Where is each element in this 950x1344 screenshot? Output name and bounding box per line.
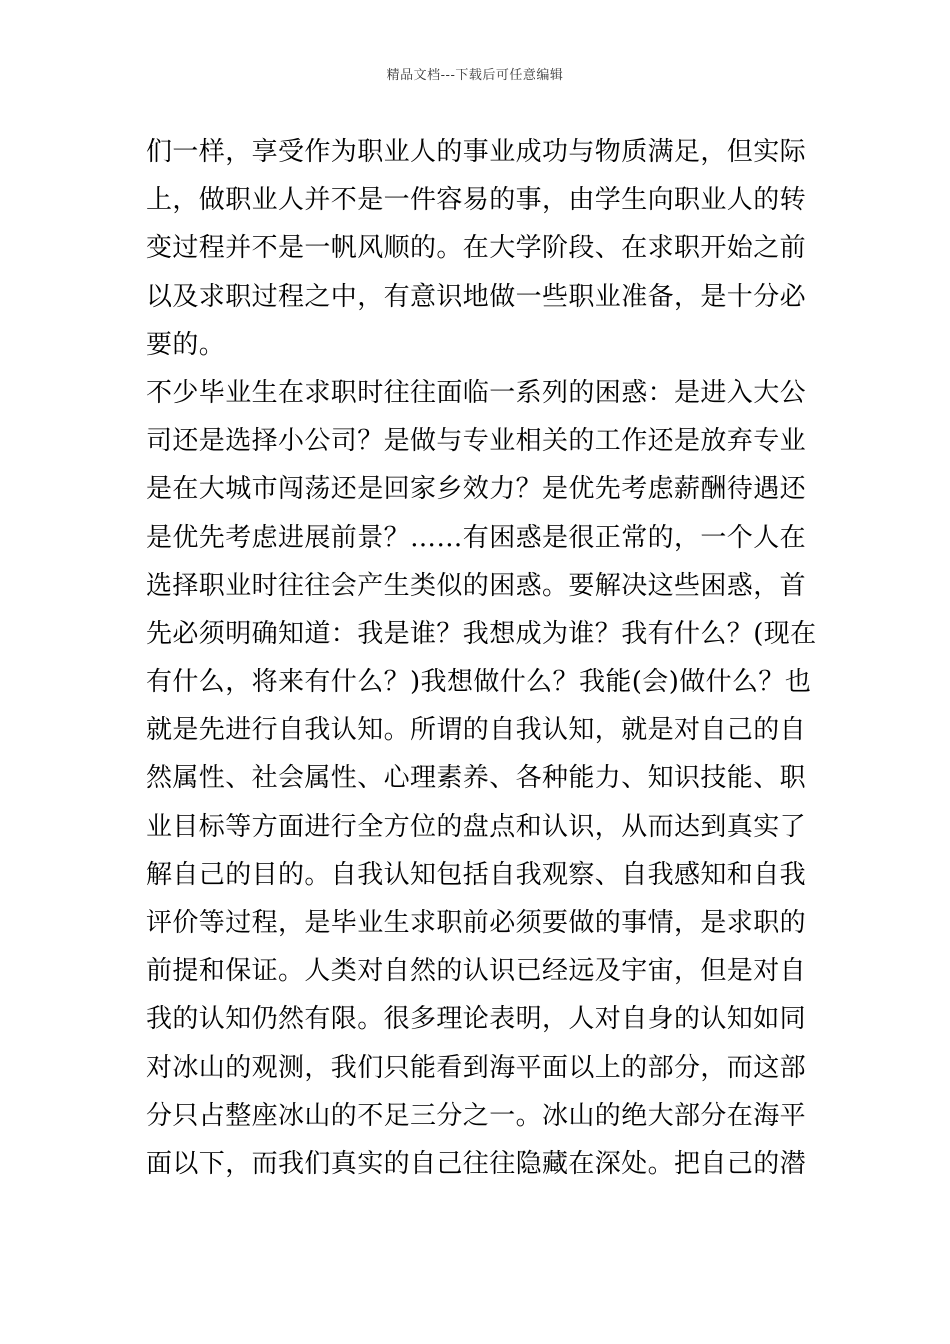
- text-line: 我的认知仍然有限。很多理论表明，人对自身的认知如同: [146, 1004, 807, 1035]
- page-header: 精品文档---下载后可任意编辑: [386, 68, 564, 83]
- text-line: 以及求职过程之中，有意识地做一些职业准备，是十分必: [146, 281, 807, 312]
- text-line: 司还是选择小公司？是做与专业相关的工作还是放弃专业: [146, 426, 807, 457]
- text-line: 们一样，享受作为职业人的事业成功与物质满足，但实际: [146, 137, 807, 167]
- text-line: 不少毕业生在求职时往往面临一系列的困惑：是进入大公: [146, 377, 807, 408]
- text-line: 选择职业时往往会产生类似的困惑。要解决这些困惑，首: [146, 570, 807, 601]
- text-line: 上，做职业人并不是一件容易的事，由学生向职业人的转: [146, 185, 807, 216]
- text-line: 先必须明确知道：我是谁？我想成为谁？我有什么？(现在: [146, 618, 817, 649]
- body-text: [146, 128, 817, 1188]
- text-line: 是优先考虑进展前景？……有困惑是很正常的，一个人在: [146, 522, 807, 553]
- text-line: 分只占整座冰山的不足三分之一。冰山的绝大部分在海平: [146, 1100, 807, 1131]
- text-line: 要的。: [146, 329, 226, 360]
- text-line: 是在大城市闯荡还是回家乡效力？是优先考虑薪酬待遇还: [146, 474, 807, 505]
- text-line: 面以下，而我们真实的自己往往隐藏在深处。把自己的潜: [146, 1148, 807, 1179]
- text-line: 就是先进行自我认知。所谓的自我认知，就是对自己的自: [146, 715, 807, 746]
- text-line: 解自己的目的。自我认知包括自我观察、自我感知和自我: [146, 859, 807, 890]
- text-line: 有什么，将来有什么？)我想做什么？我能(会)做什么？也: [146, 667, 812, 698]
- text-line: 前提和保证。人类对自然的认识已经远及宇宙，但是对自: [146, 956, 807, 987]
- text-line: 业目标等方面进行全方位的盘点和认识，从而达到真实了: [146, 811, 807, 842]
- text-line: 然属性、社会属性、心理素养、各种能力、知识技能、职: [146, 763, 807, 794]
- text-line: 变过程并不是一帆风顺的。在大学阶段、在求职开始之前: [146, 233, 807, 264]
- text-line: 对冰山的观测，我们只能看到海平面以上的部分，而这部: [146, 1052, 807, 1083]
- text-line: 评价等过程，是毕业生求职前必须要做的事情，是求职的: [146, 908, 807, 938]
